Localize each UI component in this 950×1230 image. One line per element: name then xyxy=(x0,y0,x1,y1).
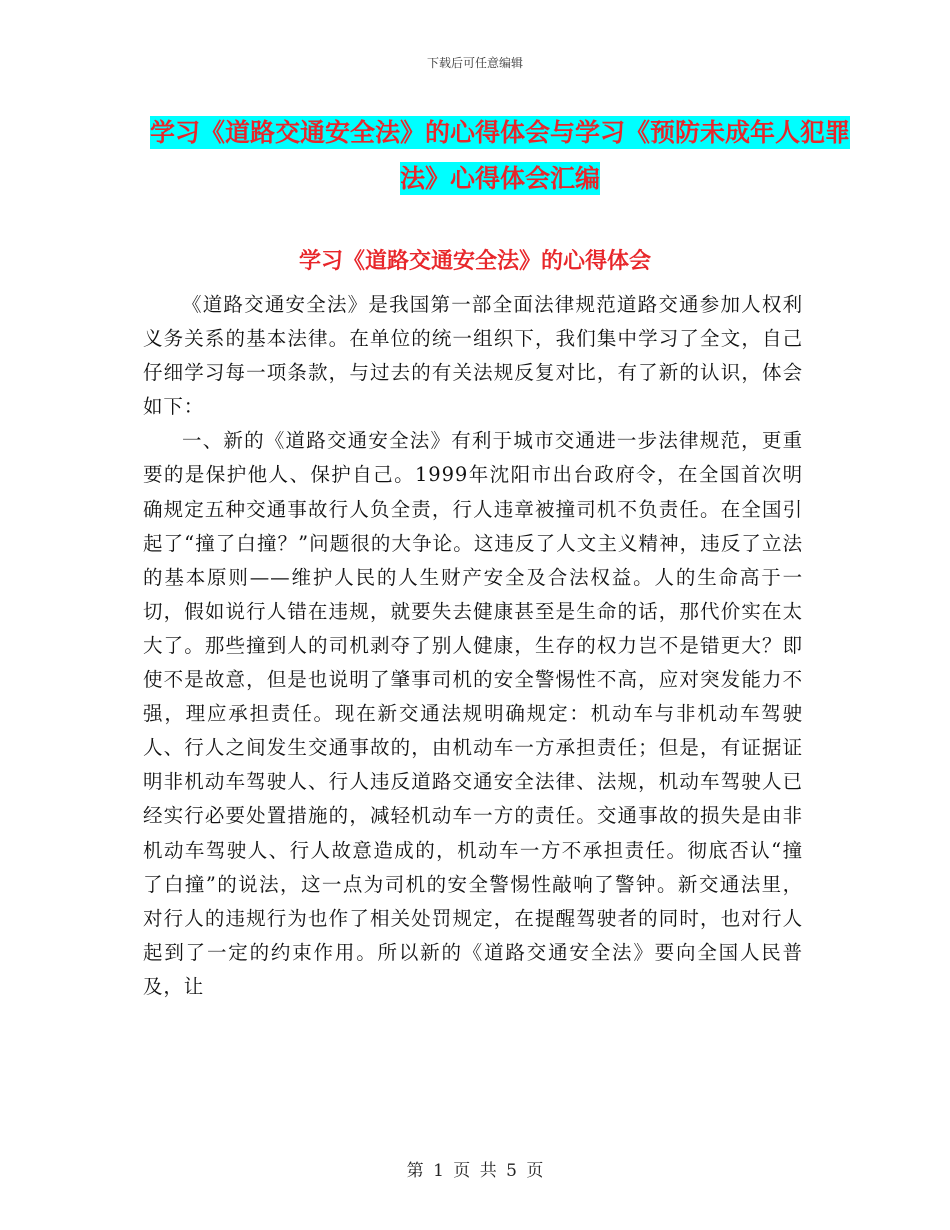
page-header-note: 下载后可任意编辑 xyxy=(426,56,523,70)
document-body xyxy=(143,288,803,1004)
section-title: 学习《道路交通安全法》的心得体会 xyxy=(298,249,651,274)
document-title-highlight: 学习《道路交通安全法》的心得体会与学习《预防未成年人犯罪法》心得体会汇编 xyxy=(150,118,851,193)
body-paragraph-intro: 《道路交通安全法》是我国第一部全面法律规范道路交通参加人权利义务关系的基本法律。在单位的统一组织下，我们集中学习了全文，自己仔细学习每一项条款，与过去的有关法规反复对比，有了新的认识，体会如下： xyxy=(143,293,803,419)
document-title xyxy=(150,110,850,202)
page-footer: 第 1 页 共 5 页 xyxy=(406,1161,544,1181)
body-paragraph-point-one: 一、新的《道路交通安全法》有利于城市交通进一步法律规范，更重要的是保护他人、保护自己。1999年沈阳市出台政府令，在全国首次明确规定五种交通事故行人负全责，行人违章被撞司机不负责任。在全国引起了“撞了白撞？”问题很的大争论。这违反了人文主义精神，违反了立法的基本原则——维护人民的人生财产安全及合法权益。人的生命高于一切，假如说行人错在违规，就要失去健康甚至是生命的话，那代价实在太大了。那些撞到人的司机剥夺了别人健康，生存的权力岂不是错更大？即使不是故意，但是也说明了肇事司机的安全警惕性不高，应对突发能力不强，理应承担责任。现在新交通法规明确规定：机动车与非机动车驾驶人、行人之间发生交通事故的，由机动车一方承担责任；但是，有证据证明非机动车驾驶人、行人违反道路交通安全法律、法规，机动车驾驶人已经实行必要处置措施的，减轻机动车一方的责任。交通事故的损失是由非机动车驾驶人、行人故意造成的，机动车一方不承担责任。彻底否认“撞了白撞”的说法，这一点为司机的安全警惕性敲响了警钟。新交通法里，对行人的违规行为也作了相关处罚规定，在提醒驾驶者的同时，也对行人起到了一定的约束作用。所以新的《道路交通安全法》要向全国人民普及，让 xyxy=(143,429,803,998)
